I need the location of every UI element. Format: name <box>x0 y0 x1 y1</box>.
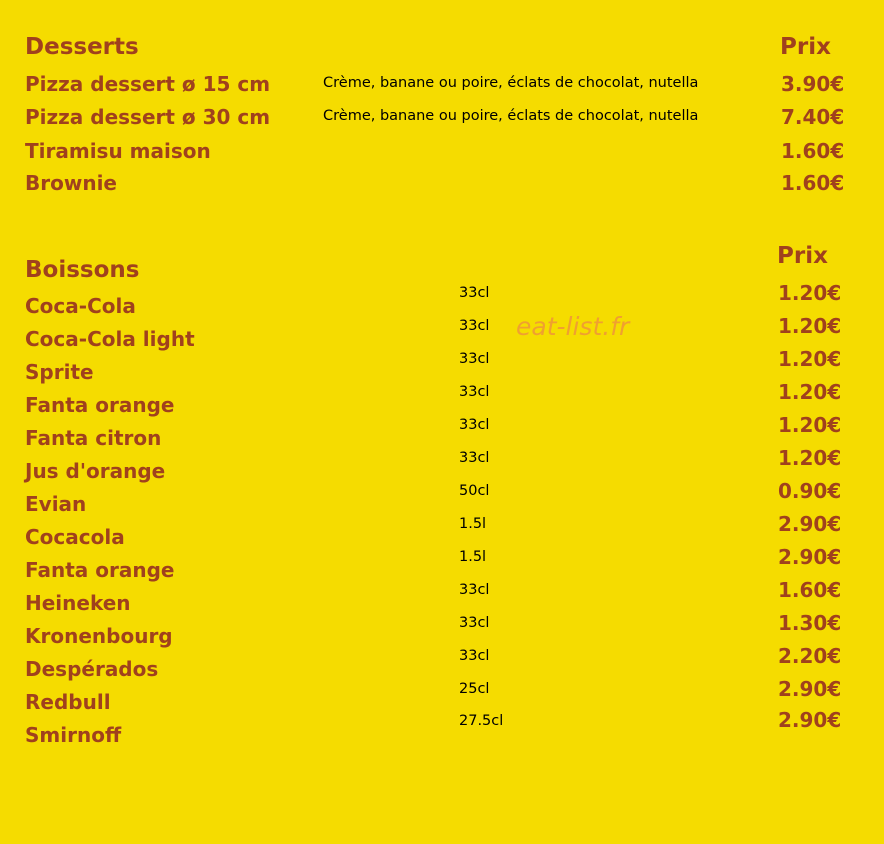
drink-item-name: Smirnoff <box>25 723 122 747</box>
drink-item-price: 1.20€ <box>778 314 842 338</box>
desserts-price-header: Prix <box>780 34 831 60</box>
watermark-text: eat-list.fr <box>516 312 630 341</box>
drink-item-name: Sprite <box>25 360 94 384</box>
drink-item-volume: 33cl <box>459 351 490 367</box>
drink-item-name: Evian <box>25 492 87 516</box>
dessert-item-name: Pizza dessert ø 30 cm <box>25 105 271 129</box>
drink-item-volume: 33cl <box>459 417 490 433</box>
drink-item-price: 1.20€ <box>778 446 842 470</box>
drink-item-volume: 33cl <box>459 450 490 466</box>
drink-item-price: 1.20€ <box>778 281 842 305</box>
drink-item-price: 1.20€ <box>778 347 842 371</box>
drink-item-name: Heineken <box>25 591 131 615</box>
drinks-price-header: Prix <box>777 243 828 269</box>
drink-item-volume: 1.5l <box>459 516 487 532</box>
dessert-item-description: Crème, banane ou poire, éclats de chocolat, nutella <box>323 75 699 91</box>
dessert-item-name: Brownie <box>25 171 117 195</box>
drink-item-name: Despérados <box>25 657 159 681</box>
dessert-item-name: Tiramisu maison <box>25 139 211 163</box>
drink-item-name: Jus d'orange <box>25 459 166 483</box>
drink-item-name: Coca-Cola <box>25 294 136 318</box>
drink-item-name: Fanta citron <box>25 426 162 450</box>
drink-item-name: Kronenbourg <box>25 624 173 648</box>
dessert-item-name: Pizza dessert ø 15 cm <box>25 72 271 96</box>
drink-item-name: Coca-Cola light <box>25 327 195 351</box>
drink-item-price: 1.60€ <box>778 578 842 602</box>
dessert-item-description: Crème, banane ou poire, éclats de chocolat, nutella <box>323 108 699 124</box>
drink-item-price: 2.90€ <box>778 512 842 536</box>
drink-item-volume: 33cl <box>459 615 490 631</box>
drink-item-price: 1.20€ <box>778 380 842 404</box>
drink-item-volume: 25cl <box>459 681 490 697</box>
dessert-item-price: 3.90€ <box>781 72 845 96</box>
drink-item-name: Fanta orange <box>25 393 175 417</box>
drink-item-volume: 1.5l <box>459 549 487 565</box>
drink-item-name: Cocacola <box>25 525 125 549</box>
desserts-title: Desserts <box>25 34 139 60</box>
drink-item-price: 2.90€ <box>778 708 842 732</box>
drink-item-volume: 33cl <box>459 285 490 301</box>
dessert-item-price: 1.60€ <box>781 139 845 163</box>
drink-item-price: 2.90€ <box>778 677 842 701</box>
drink-item-volume: 33cl <box>459 384 490 400</box>
dessert-item-price: 7.40€ <box>781 105 845 129</box>
drink-item-name: Redbull <box>25 690 111 714</box>
drink-item-price: 1.30€ <box>778 611 842 635</box>
drink-item-name: Fanta orange <box>25 558 175 582</box>
drink-item-volume: 27.5cl <box>459 713 504 729</box>
drink-item-volume: 33cl <box>459 648 490 664</box>
drink-item-volume: 33cl <box>459 582 490 598</box>
drink-item-volume: 50cl <box>459 483 490 499</box>
drink-item-price: 2.20€ <box>778 644 842 668</box>
drink-item-price: 0.90€ <box>778 479 842 503</box>
drink-item-price: 2.90€ <box>778 545 842 569</box>
drink-item-volume: 33cl <box>459 318 490 334</box>
drink-item-price: 1.20€ <box>778 413 842 437</box>
drinks-title: Boissons <box>25 257 140 283</box>
dessert-item-price: 1.60€ <box>781 171 845 195</box>
